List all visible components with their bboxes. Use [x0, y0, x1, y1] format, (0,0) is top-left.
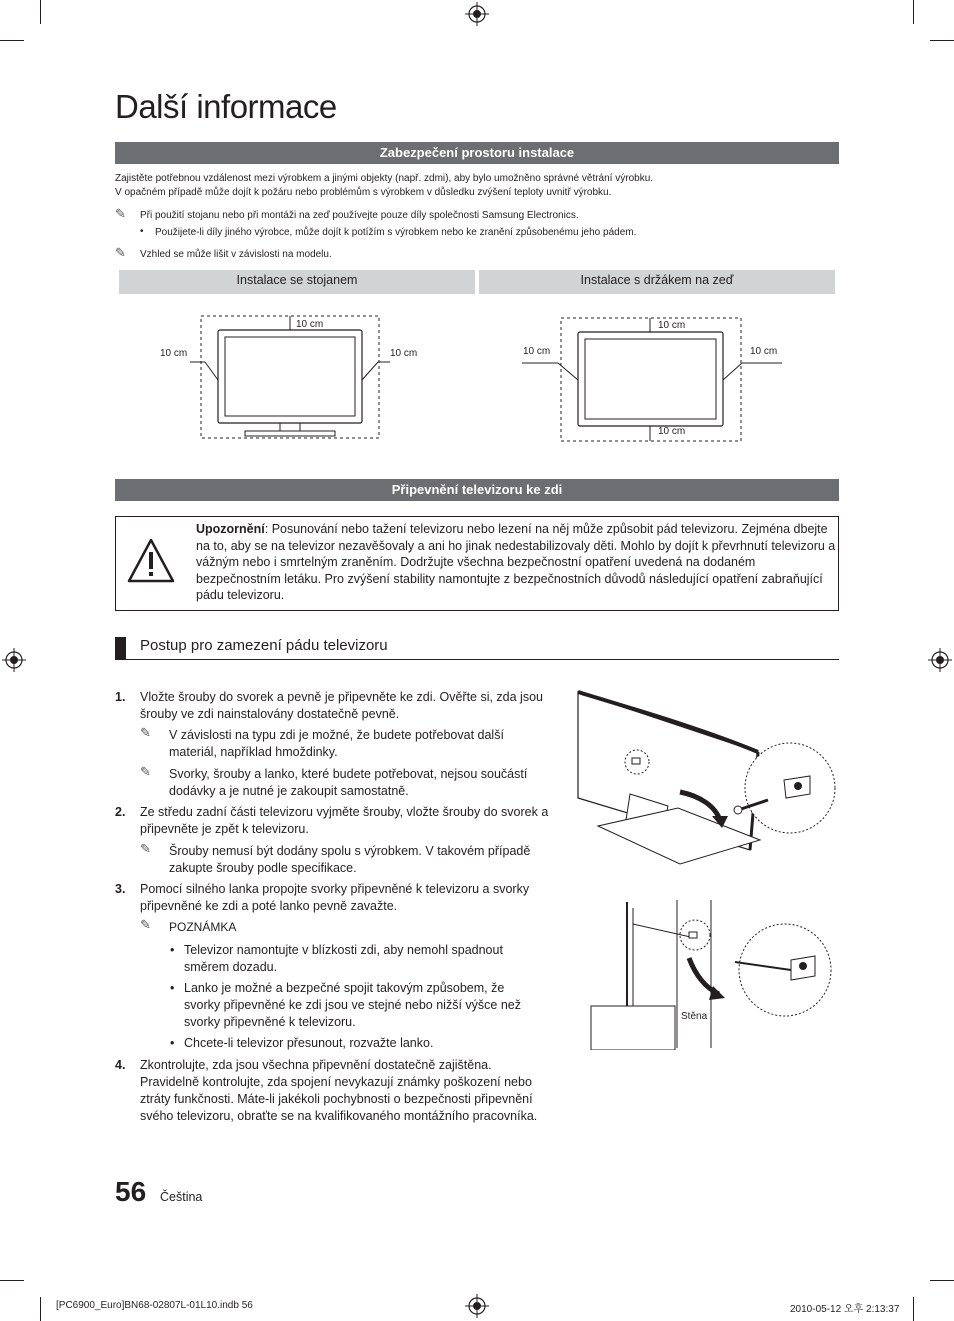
note-icon: ✎ — [115, 245, 126, 260]
registration-mark-icon — [465, 1294, 489, 1318]
registration-mark-icon — [928, 648, 952, 672]
page-title: Další informace — [115, 88, 337, 125]
wall-cable-illustration — [585, 898, 835, 1050]
dimension-label: 10 cm — [658, 320, 686, 331]
note-text: Vzhled se může lišit v závislosti na modelu. — [140, 249, 332, 260]
bullet-line: svorky připevněné k televizoru. — [184, 1015, 356, 1029]
tv-back-clamp-illustration — [570, 688, 840, 870]
bullet-line: Televizor namontujte v blízkosti zdi, aby nemohl spadnout — [184, 943, 503, 957]
bullet-text: Chcete-li televizor přesunout, rozvažte lanko. — [184, 1036, 434, 1050]
bullet-text: Použijete-li díly jiného výrobce, může dojít k potížím s výrobkem nebo ke zranění způsobenému jeho pádem. — [155, 227, 637, 238]
dimension-label: 10 cm — [390, 348, 418, 359]
step-line: připevněte je zpět k televizoru. — [140, 822, 309, 836]
section-title-wall-fixing: Připevnění televizoru ke zdi — [115, 479, 839, 501]
step-line: Pravidelně kontrolujte, zda spojení nevykazují známky poškození nebo — [140, 1075, 532, 1089]
bullet-line: Lanko je možné a bezpečné spojit takovým způsobem, že — [184, 981, 505, 995]
note-text — [169, 766, 527, 800]
registration-mark-icon — [465, 2, 489, 26]
dimension-label: 10 cm — [658, 426, 686, 437]
note-line: Šrouby nemusí být dodány spolu s výrobkem. V takovém případě — [169, 844, 531, 858]
dimension-label: 10 cm — [296, 319, 324, 330]
step-text — [140, 881, 565, 915]
bullet-line: svorky připevněné ke zdi jsou ve stejné nebo nižší výšce než — [184, 998, 521, 1012]
note-text — [169, 727, 504, 761]
note-icon: ✎ — [140, 841, 151, 856]
bullet-dot: • — [140, 226, 144, 237]
subsection-title: Postup pro zamezení pádu televizoru — [140, 637, 388, 654]
step-number: 3. — [115, 882, 126, 896]
step-number: 1. — [115, 690, 126, 704]
page-number: 56 — [115, 1176, 147, 1207]
note-line: Svorky, šrouby a lanko, které budete potřebovat, nejsou součástí — [169, 767, 528, 781]
language-label: Čeština — [160, 1190, 203, 1204]
subsection-marker — [115, 637, 126, 659]
warning-triangle-icon — [126, 537, 176, 585]
bullet-dot: • — [170, 981, 175, 995]
bullet-dot: • — [170, 1036, 175, 1050]
intro-line: V opačném případě může dojít k požáru nebo problémům s výrobkem v důsledku zvýšení teploty uvnitř výrobku. — [115, 187, 612, 198]
registration-mark-icon — [2, 648, 26, 672]
step-line: Zkontrolujte, zda jsou všechna připevnění dostatečně zajištěna. — [140, 1058, 492, 1072]
note-icon: ✎ — [140, 764, 151, 779]
warning-body: : Posunování nebo tažení televizoru nebo lezení na něj může způsobit pád televizoru. Zejména dbejte na to, aby se na televizor nezavěšovaly a ani ho jinak nedestabilizovaly děti. Mohlo by dojít k převrhnutí televizoru a vážným nebo i smrtelným zraněním. Dodržujte všechna bezpečnostní opatření uvedená na dodaném bezpečnostním letáku. Pro zvýšení stability namontujte z bezpečnostních důvodů následující opatření zabraňující pádu televizoru. — [196, 522, 836, 602]
crop-mark — [913, 0, 914, 24]
step-line: připevněné ke zdi a poté lanko pevně zavažte. — [140, 899, 398, 913]
wall-mount-installation-diagram — [520, 310, 790, 445]
note-icon: ✎ — [115, 206, 126, 221]
warning-box — [115, 516, 839, 611]
note-line: zakupte šrouby podle specifikace. — [169, 861, 357, 875]
step-text — [140, 689, 565, 723]
column-header-wall-mount: Instalace s držákem na zeď — [479, 270, 835, 294]
bullet-dot: • — [170, 943, 175, 957]
step-line: šrouby ve zdi nainstalovány dostatečně pevně. — [140, 707, 400, 721]
note-icon: ✎ — [140, 725, 151, 740]
bullet-text — [184, 942, 503, 976]
step-number: 4. — [115, 1058, 126, 1072]
note-icon: ✎ — [140, 917, 151, 932]
crop-mark — [930, 40, 954, 41]
crop-mark — [0, 1280, 24, 1281]
step-line: ztráty funkčnosti. Máte-li jakékoli pochybnosti o bezpečnosti připevnění — [140, 1092, 533, 1106]
note-text: Při použití stojanu nebo při montáži na zeď používejte pouze díly společnosti Samsung Electronics. — [140, 210, 579, 221]
poznamka-label: POZNÁMKA — [169, 920, 237, 934]
print-timestamp: 2010-05-12 오후 2:13:37 — [790, 1304, 900, 1315]
dimension-label: 10 cm — [160, 348, 188, 359]
intro-text — [115, 172, 839, 200]
crop-mark — [930, 1280, 954, 1281]
step-line: svého televizoru, obraťte se na kvalifikovaného montážního pracovníka. — [140, 1109, 538, 1123]
note-line: V závislosti na typu zdi je možné, že budete potřebovat další — [169, 728, 504, 742]
note-line: materiál, například hmoždinky. — [169, 745, 338, 759]
section-title-installation-space: Zabezpečení prostoru instalace — [115, 142, 839, 164]
step-text — [140, 1057, 565, 1125]
crop-mark — [0, 40, 24, 41]
crop-mark — [40, 1297, 41, 1321]
file-info: [PC6900_Euro]BN68-02807L-01L10.indb 56 — [56, 1300, 253, 1311]
dimension-label: 10 cm — [523, 346, 551, 357]
warning-label: Upozornění — [196, 522, 265, 536]
stand-installation-diagram — [150, 310, 440, 440]
note-text — [169, 843, 530, 877]
step-line: Ze středu zadní části televizoru vyjměte šrouby, vložte šrouby do svorek a — [140, 805, 549, 819]
subsection-rule — [115, 659, 839, 660]
column-header-stand: Instalace se stojanem — [119, 270, 475, 294]
step-text — [140, 804, 565, 838]
warning-text — [196, 521, 836, 604]
bullet-line: směrem dozadu. — [184, 960, 278, 974]
crop-mark — [913, 1297, 914, 1321]
note-line: dodávky a je nutné je zakoupit samostatně. — [169, 784, 409, 798]
step-number: 2. — [115, 805, 126, 819]
dimension-label: 10 cm — [750, 346, 778, 357]
wall-label: Stěna — [681, 1011, 708, 1022]
crop-mark — [40, 0, 41, 24]
step-line: Pomocí silného lanka propojte svorky připevněné k televizoru a svorky — [140, 882, 530, 896]
step-line: Vložte šrouby do svorek a pevně je připevněte ke zdi. Ověřte si, zda jsou — [140, 690, 543, 704]
intro-line: Zajistěte potřebnou vzdálenost mezi výrobkem a jinými objekty (např. zdmi), aby bylo umožněno správné větrání výrobku. — [115, 173, 654, 184]
bullet-text — [184, 980, 521, 1031]
